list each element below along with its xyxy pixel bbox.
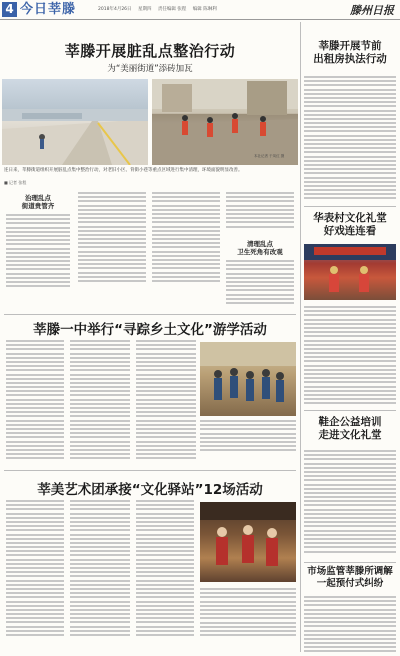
right-item-1-body [304, 76, 396, 199]
lead-body-col-4b [226, 260, 294, 304]
designer: 编辑 陈琳利 [192, 7, 217, 12]
right-divider-1 [304, 206, 396, 207]
lead-body-col-3 [152, 192, 220, 282]
section3-photo [200, 502, 296, 582]
section3-col-4 [200, 588, 296, 636]
lead-headline: 莘滕开展脏乱点整治行动 [64, 42, 236, 60]
newspaper-logo: 滕州日报 [350, 4, 394, 17]
section2-col-4 [200, 420, 296, 451]
issue-date: 2018年4月26日 [98, 7, 132, 12]
lead-intro-text: 连日来，莘滕街道组织开展脏乱点集中整治行动，对老旧小区、背街小巷等重点区域进行集中清理，环境面貌明显改善。 [4, 168, 243, 173]
section3-col-1 [6, 500, 64, 636]
section2-col-2 [70, 340, 130, 459]
right-divider-3 [304, 562, 396, 563]
section-divider [4, 314, 296, 315]
right-item-2-photo [304, 244, 396, 300]
lead-byline: ■ 记者 张程 [4, 180, 27, 185]
lead-photo-workers [152, 79, 298, 165]
section2-col-3 [136, 340, 196, 459]
weekday: 星期四 [137, 7, 152, 12]
section2-col-1 [6, 340, 64, 459]
lead-body-col-4 [226, 192, 294, 228]
right-item-4-title: 市场监管莘滕所调解 一起预付式纠纷 [307, 566, 393, 589]
section2-headline: 莘滕一中举行“寻踪乡土文化”游学活动 [33, 322, 267, 338]
lead-subhead-1: 治理乱点 街道贵管齐 [21, 194, 55, 210]
section2-photo [200, 342, 296, 416]
lead-subheadline: 为“美丽街道”添砖加瓦 [107, 64, 193, 74]
lead-subhead-2: 清理乱点 卫生死角有改观 [237, 240, 283, 256]
right-item-3-title: 鞋企公益培训 走进文化礼堂 [318, 416, 382, 441]
section3-headline: 莘美艺术团承接“文化驿站”12场活动 [37, 482, 263, 498]
right-item-2-title: 华表村文化礼堂 好戏连连看 [313, 212, 387, 237]
page-number: 4 [2, 2, 17, 17]
right-item-4-body [304, 596, 396, 652]
section-name: 今日莘滕 [20, 2, 77, 17]
lead-body-col-1 [6, 214, 70, 287]
page-header [0, 0, 400, 20]
right-divider-2 [304, 410, 396, 411]
lead-photo-street [2, 79, 148, 165]
right-item-1-title: 莘滕开展节前 出租房执法行动 [313, 40, 387, 65]
column-divider [300, 22, 301, 652]
right-item-2-body [304, 306, 396, 404]
section3-col-2 [70, 500, 130, 636]
section3-col-3 [136, 500, 194, 636]
section-divider-2 [4, 470, 296, 471]
header-meta [98, 6, 222, 12]
photo-caption: 本社记者 于凤红 摄 [254, 154, 285, 158]
lead-body-col-2 [78, 192, 146, 282]
editor: 责任编辑 张程 [157, 7, 187, 12]
right-item-3-body [304, 450, 396, 553]
